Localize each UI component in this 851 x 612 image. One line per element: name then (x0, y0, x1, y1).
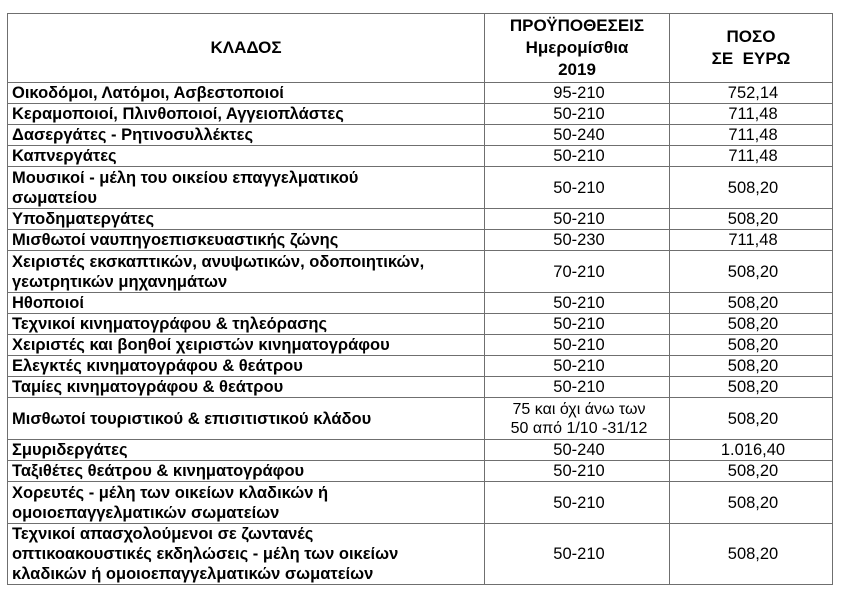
amount-cell (670, 314, 833, 335)
branch-cell (8, 335, 485, 356)
conditions-text: 95-210 (553, 84, 605, 102)
table-row (8, 377, 833, 398)
conditions-cell (485, 209, 670, 230)
branch-text: Χειριστές και βοηθοί χειριστών κινηματογράφου (12, 336, 390, 354)
branch-text: Τεχνικοί κινηματογράφου & τηλεόρασης (12, 315, 328, 333)
amount-text: 508,20 (727, 378, 779, 396)
amount-cell (670, 377, 833, 398)
amount-text: 508,20 (727, 294, 779, 312)
amount-text: 508,20 (727, 262, 779, 281)
conditions-cell (485, 251, 670, 293)
conditions-text: 50-240 (553, 441, 605, 459)
branch-cell (8, 356, 485, 377)
amount-text: 508,20 (727, 493, 779, 512)
conditions-cell (485, 230, 670, 251)
conditions-text: 50-210 (553, 378, 605, 396)
conditions-cell (485, 335, 670, 356)
conditions-text: 50-210 (553, 105, 605, 123)
table-row (8, 314, 833, 335)
amount-cell (670, 398, 833, 440)
amount-text: 508,20 (727, 336, 779, 354)
table-row (8, 440, 833, 461)
conditions-cell (485, 356, 670, 377)
amount-cell (670, 356, 833, 377)
amount-text: 711,48 (728, 231, 778, 249)
conditions-cell (485, 125, 670, 146)
amount-text: 508,20 (727, 409, 779, 428)
amount-text: 752,14 (727, 84, 779, 102)
conditions-text: 50-210 (553, 493, 605, 512)
branch-cell (8, 524, 485, 585)
table-row (8, 146, 833, 167)
conditions-text: 50-210 (553, 178, 605, 197)
table-row (8, 251, 833, 293)
branch-cell (8, 314, 485, 335)
header-conditions (485, 14, 670, 83)
amount-cell (670, 209, 833, 230)
conditions-cell (485, 524, 670, 585)
amount-text: 508,20 (727, 210, 779, 228)
conditions-cell (485, 461, 670, 482)
branch-text: Καπνεργάτες (12, 147, 117, 165)
conditions-text: 50-210 (553, 545, 605, 563)
amount-cell (670, 167, 833, 209)
wages-table (7, 13, 833, 585)
conditions-text: 50 από 1/10 -31/12 (510, 419, 648, 437)
amount-text: 508,20 (727, 545, 779, 563)
branch-text: Ταξιθέτες θεάτρου & κινηματογράφου (12, 462, 305, 480)
branch-text: Σμυριδεργάτες (12, 441, 128, 459)
branch-text: Ηθοποιοί (12, 294, 84, 312)
branch-text: σωματείου (12, 188, 97, 207)
table-row (8, 125, 833, 146)
branch-text: Χειριστές εκσκαπτικών, ανυψωτικών, οδοποιητικών, (12, 252, 425, 271)
header-branch (8, 14, 485, 83)
branch-cell (8, 398, 485, 440)
branch-text: Τεχνικοί απασχολούμενοι σε ζωντανές (12, 525, 314, 543)
branch-text: Οικοδόμοι, Λατόμοι, Ασβεστοποιοί (12, 84, 284, 102)
header-branch-label: ΚΛΑΔΟΣ (210, 38, 282, 57)
conditions-cell (485, 377, 670, 398)
conditions-text: 50-210 (553, 210, 605, 228)
branch-text: οπτικοακουστικές εκδηλώσεις - μέλη των οικείων (12, 545, 399, 563)
conditions-cell (485, 104, 670, 125)
table-row (8, 83, 833, 104)
table-row (8, 209, 833, 230)
amount-cell (670, 461, 833, 482)
header-amount-line: ΣΕ ΕΥΡΩ (711, 49, 791, 68)
amount-cell (670, 335, 833, 356)
conditions-text: 50-210 (553, 357, 605, 375)
amount-cell (670, 293, 833, 314)
amount-text: 711,48 (728, 105, 778, 123)
amount-cell (670, 83, 833, 104)
table-row (8, 230, 833, 251)
amount-cell (670, 104, 833, 125)
conditions-text: 50-240 (553, 126, 605, 144)
branch-cell (8, 230, 485, 251)
header-amount-line: ΠΟΣΟ (726, 27, 776, 46)
branch-cell (8, 461, 485, 482)
branch-text: Μισθωτοί ναυπηγοεπισκευαστικής ζώνης (12, 231, 339, 249)
branch-text: Κεραμοποιοί, Πλινθοποιοί, Αγγειοπλάστες (12, 105, 344, 123)
conditions-text: 50-210 (553, 315, 605, 333)
table-row (8, 482, 833, 524)
table-row (8, 461, 833, 482)
table-row (8, 398, 833, 440)
amount-cell (670, 251, 833, 293)
amount-cell (670, 524, 833, 585)
amount-text: 711,48 (728, 147, 778, 165)
conditions-text: 50-210 (553, 336, 605, 354)
branch-cell (8, 167, 485, 209)
branch-cell (8, 125, 485, 146)
conditions-text: 50-210 (553, 294, 605, 312)
conditions-cell (485, 482, 670, 524)
branch-cell (8, 209, 485, 230)
branch-cell (8, 293, 485, 314)
table-row (8, 335, 833, 356)
amount-text: 508,20 (727, 178, 779, 197)
branch-cell (8, 104, 485, 125)
table-row (8, 167, 833, 209)
conditions-cell (485, 440, 670, 461)
amount-text: 508,20 (727, 462, 779, 480)
conditions-text: 50-230 (553, 231, 605, 249)
amount-cell (670, 482, 833, 524)
amount-cell (670, 146, 833, 167)
amount-text: 508,20 (727, 315, 779, 333)
header-conditions-line: ΠΡΟΫΠΟΘΕΣΕΙΣ (509, 16, 645, 35)
amount-cell (670, 230, 833, 251)
header-conditions-line: Ημερομίσθια (525, 38, 629, 57)
branch-text: γεωτρητικών μηχανημάτων (12, 272, 228, 291)
branch-text: Μισθωτοί τουριστικού & επισιτιστικού κλάδου (12, 409, 372, 428)
branch-text: Υποδηματεργάτες (12, 210, 155, 228)
conditions-text: 75 και όχι άνω των (512, 400, 646, 418)
branch-text: Χορευτές - μέλη των οικείων κλαδικών ή (12, 483, 329, 502)
conditions-text: 70-210 (553, 262, 605, 281)
branch-text: ομοιοεπαγγελματικών σωματείων (12, 503, 280, 522)
table-row (8, 356, 833, 377)
branch-cell (8, 146, 485, 167)
branch-cell (8, 83, 485, 104)
conditions-cell (485, 167, 670, 209)
amount-cell (670, 440, 833, 461)
header-conditions-line: 2019 (558, 60, 596, 79)
table-row (8, 524, 833, 585)
amount-text: 711,48 (728, 126, 778, 144)
branch-cell (8, 440, 485, 461)
amount-text: 508,20 (727, 357, 779, 375)
amount-text: 1.016,40 (720, 441, 786, 459)
branch-cell (8, 377, 485, 398)
header-row (8, 14, 833, 83)
conditions-cell (485, 314, 670, 335)
branch-text: Δασεργάτες - Ρητινοσυλλέκτες (12, 126, 254, 144)
table-row (8, 104, 833, 125)
branch-text: Ταμίες κινηματογράφου & θεάτρου (12, 378, 284, 396)
conditions-cell (485, 146, 670, 167)
conditions-cell (485, 398, 670, 440)
branch-text: Μουσικοί - μέλη του οικείου επαγγελματικού (12, 168, 359, 187)
branch-text: κλαδικών ή ομοιοεπαγγελματικών σωματείων (12, 565, 374, 583)
header-amount (670, 14, 833, 83)
branch-cell (8, 251, 485, 293)
table-row (8, 293, 833, 314)
conditions-cell (485, 83, 670, 104)
branch-cell (8, 482, 485, 524)
conditions-text: 50-210 (553, 147, 605, 165)
branch-text: Ελεγκτές κινηματογράφου & θεάτρου (12, 357, 303, 375)
conditions-text: 50-210 (553, 462, 605, 480)
conditions-cell (485, 293, 670, 314)
amount-cell (670, 125, 833, 146)
